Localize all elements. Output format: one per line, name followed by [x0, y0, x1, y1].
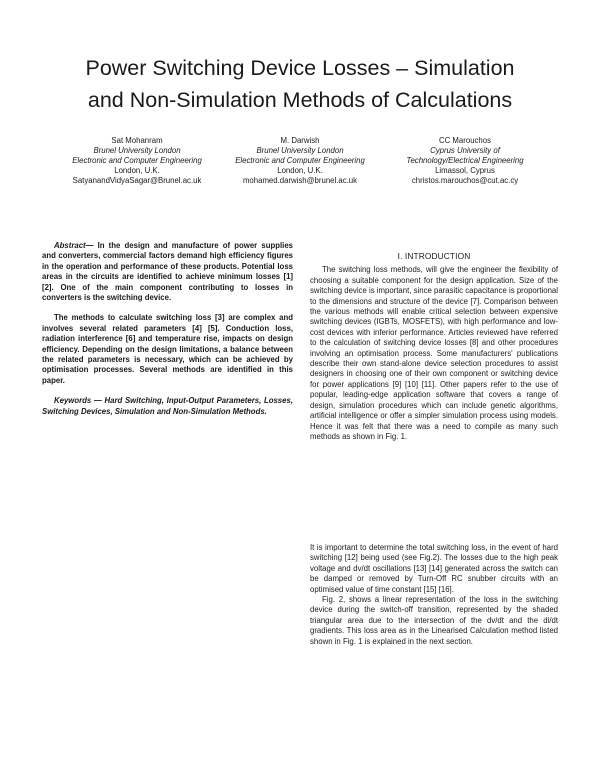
author-name: CC Marouchos: [439, 136, 491, 145]
author-block-3: [370, 136, 560, 186]
author-location: London, U.K.: [114, 166, 160, 175]
intro-paragraph-1: The switching loss methods, will give the engineer the flexibility of choosing a suitable component for the design application. Size of the switching device is important, since parasitic capacitance is proportional to the dimensions and structure of the device [7]. Comparison between the various methods will enable critical selection between expensive switching devices (IGBTs, MOSFETS), with high performance and low-cost devices with inferior performance. Articles reviewed have referred to the calculation of switching device losses [8] and other procedures involving an optimisation process. Some manufacturers' publications describe their own stand-alone device selection procedures to assist designers in choosing one of their own component or switching device for power applications [9] [10] [11]. Other papers refer to the use of popular, leading-edge application software that covers a range of design, simulation procedures which can include genetic algorithms, artificial intelligence or offer a simpler simulation process using models. Hence it was felt that there was a need to compile as many such methods as shown in Fig. 1.: [310, 265, 558, 441]
author-affiliation: Cyprus University of: [430, 146, 500, 155]
abstract-label: Abstract—: [54, 241, 94, 250]
author-block-2: [205, 136, 395, 186]
keywords-label: Keywords —: [54, 396, 102, 406]
intro-paragraph-3: Fig. 2, shows a linear representation of the loss in the switching device during the switch-off transition, represented by the shaded triangular area due to the intersection of the dv/dt and the di/dt gradients. This loss area as in the Linearised Calculation method listed shown in Fig. 1 is explained in the next section.: [310, 595, 558, 646]
abstract-column: [42, 241, 293, 417]
abstract-text-1: In the design and manufacture of power supplies and converters, commercial factors demand high efficiency figures in the operation and performance of these products. Potential loss areas in the circuits are identified to achieve minimum losses [1] [2]. One of the main component contributing to losses in converters is the switching device.: [42, 241, 293, 303]
intro-column-bottom: [310, 543, 558, 647]
author-affiliation: Brunel University London: [256, 146, 344, 155]
keywords-paragraph: [42, 396, 293, 417]
author-department: Technology/Electrical Engineering: [406, 156, 524, 165]
author-department: Electronic and Computer Engineering: [235, 156, 365, 165]
author-email: christos.marouchos@cut.ac.cy: [411, 176, 519, 185]
author-department: Electronic and Computer Engineering: [72, 156, 202, 165]
author-affiliation: Brunel University London: [93, 146, 181, 155]
paper-title: [40, 52, 560, 116]
title-line-1: Power Switching Device Losses – Simulation: [85, 56, 515, 80]
abstract-paragraph-2: [42, 313, 293, 386]
intro-column-top: [310, 251, 558, 442]
abstract-text-2: The methods to calculate switching loss [3] are complex and involves several related parameters [4] [5]. Conduction loss, radiation interference [6] and temperature rise, impacts on design efficiency. Depending on the design limitations, a balance between the related parameters is necessary, which can be achieved by optimisation processes. Several methods are identified in this paper.: [42, 313, 293, 385]
author-name: M. Darwish: [280, 136, 320, 145]
intro-paragraph-2: It is important to determine the total switching loss, in the event of hard switching [12] being used (see Fig.2). The losses due to the high peak voltage and dv/dt oscillations [13] [14] generated across the switch can be damped or removed by Turn-Off RC snubber circuits with an optimised value of time constant [15] [16].: [310, 543, 558, 594]
author-email: SatyanandVidyaSagar@Brunel.ac.uk: [72, 176, 202, 185]
author-email: mohamed.darwish@brunel.ac.uk: [242, 176, 358, 185]
title-line-2: and Non-Simulation Methods of Calculations: [87, 88, 513, 112]
abstract-paragraph-1: [42, 241, 293, 303]
section-heading-introduction: I. INTRODUCTION: [397, 251, 471, 261]
author-name: Sat Mohanram: [111, 136, 163, 145]
keywords-text: Hard Switching, Input-Output Parameters, Losses, Switching Devices, Simulation and Non-Simulation Methods.: [42, 396, 293, 416]
author-block-1: [42, 136, 232, 186]
author-location: London, U.K.: [277, 166, 323, 175]
author-location: Limassol, Cyprus: [435, 166, 495, 175]
